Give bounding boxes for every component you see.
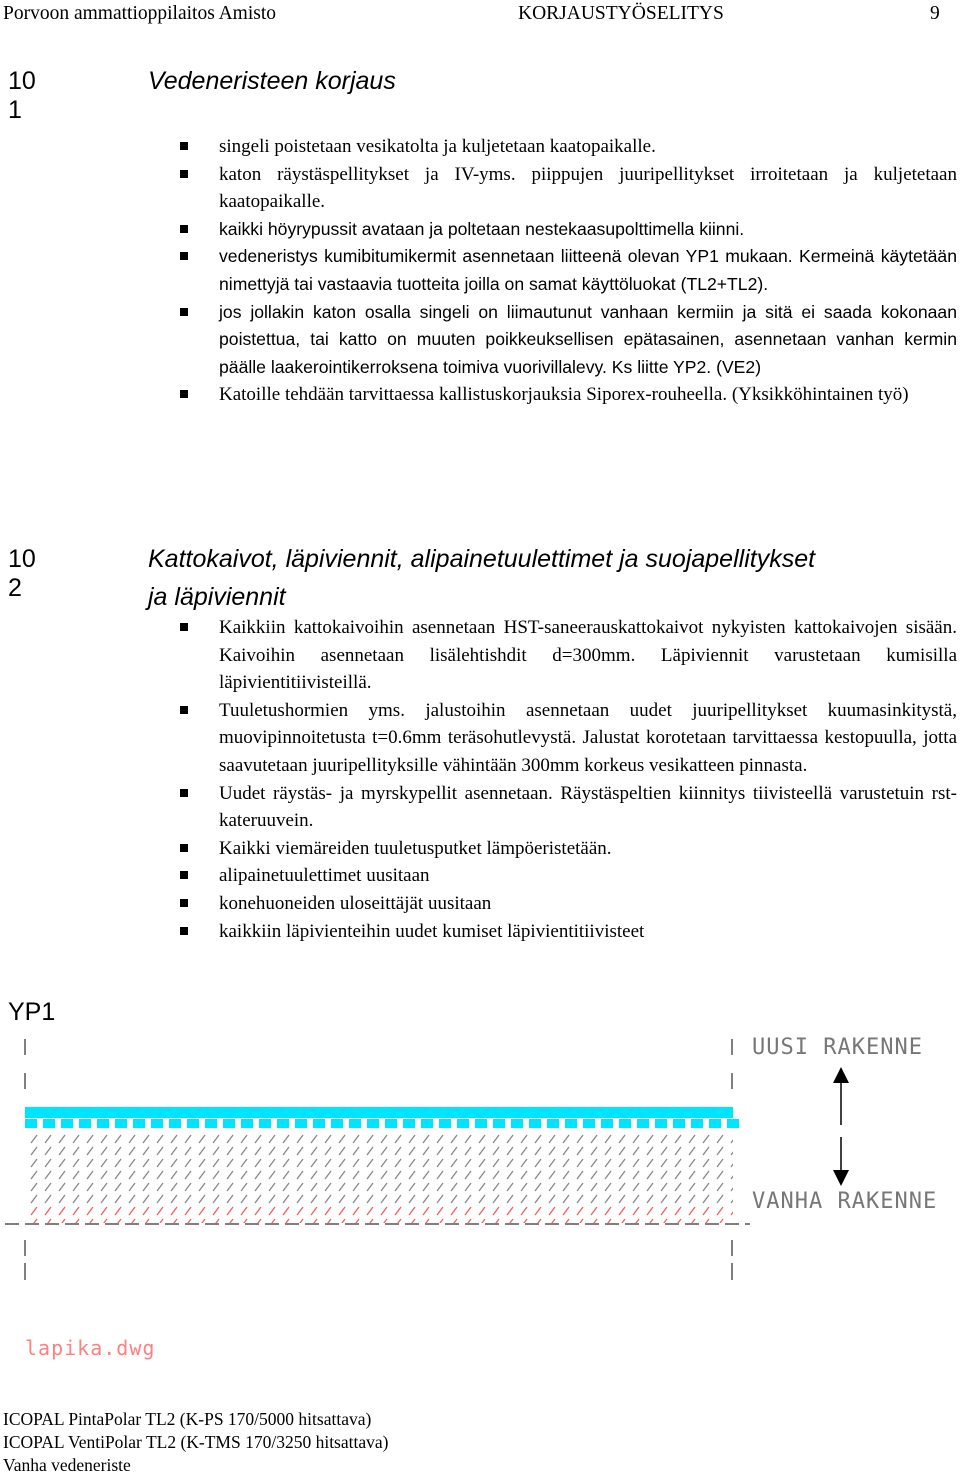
membrane-block bbox=[673, 1119, 685, 1128]
membrane-block bbox=[259, 1119, 271, 1128]
membrane-block bbox=[691, 1119, 703, 1128]
roof-section-drawing bbox=[0, 1025, 960, 1365]
list-item-text: kaikki höyrypussit avataan ja poltetaan nestekaasupolttimella kiinni. bbox=[219, 218, 745, 239]
membrane-block bbox=[295, 1119, 307, 1128]
new-membrane-layers bbox=[25, 1107, 739, 1128]
membrane-block bbox=[241, 1119, 253, 1128]
old-membrane-hatch bbox=[25, 1133, 733, 1207]
membrane-block bbox=[43, 1119, 55, 1128]
membrane-block bbox=[619, 1119, 631, 1128]
list-item bbox=[0, 299, 960, 382]
membrane-block bbox=[601, 1119, 613, 1128]
bullet-icon bbox=[180, 623, 188, 631]
membrane-block bbox=[493, 1119, 505, 1128]
bullet-icon bbox=[180, 170, 188, 178]
section2-list bbox=[0, 614, 960, 945]
list-item-text: jos jollakin katon osalla singeli on liimautunut vanhaan kermiin ja sitä ei saada kokonaan poistettua, tai katto on muuten poikkeuksellisen epätasainen, asennetaan vanhan kermin päälle laakerointikerroksena toimiva vuorivillalevy. Ks liitte YP2. (VE2) bbox=[219, 301, 957, 377]
list-item bbox=[0, 835, 960, 863]
bullet-icon bbox=[180, 844, 188, 852]
membrane-block bbox=[205, 1119, 217, 1128]
old-membrane-hatch-red bbox=[25, 1207, 733, 1223]
membrane-block bbox=[709, 1119, 721, 1128]
footer-line-3: Vanha vedeneriste bbox=[3, 1455, 131, 1475]
list-item bbox=[0, 862, 960, 890]
membrane-block bbox=[313, 1119, 325, 1128]
membrane-block bbox=[187, 1119, 199, 1128]
membrane-block bbox=[133, 1119, 145, 1128]
bullet-icon bbox=[180, 308, 188, 316]
membrane-block bbox=[583, 1119, 595, 1128]
section1-list bbox=[0, 133, 960, 409]
list-item-text: vedeneristys kumibitumikermit asennetaan liitteenä olevan YP1 mukaan. Kermeinä käytetään nimettyjä tai vastaavia tuotteita joilla on samat käyttöluokat (TL2+TL2). bbox=[219, 246, 957, 294]
old-structure-label: VANHA RAKENNE bbox=[752, 1189, 938, 1214]
bullet-icon bbox=[180, 789, 188, 797]
membrane-block bbox=[169, 1119, 181, 1128]
list-item bbox=[0, 890, 960, 918]
list-item bbox=[0, 133, 960, 161]
bullet-icon bbox=[180, 390, 188, 398]
list-item-text: kaikkiin läpivienteihin uudet kumiset läpivientitiivisteet bbox=[219, 920, 645, 942]
membrane-block bbox=[637, 1119, 649, 1128]
header-school: Porvoon ammattioppilaitos Amisto bbox=[3, 3, 276, 24]
membrane-block bbox=[61, 1119, 73, 1128]
membrane-block bbox=[349, 1119, 361, 1128]
arrow-down-icon bbox=[833, 1137, 849, 1186]
membrane-block bbox=[367, 1119, 379, 1128]
list-item bbox=[0, 381, 960, 409]
list-item-text: alipainetuulettimet uusitaan bbox=[219, 865, 430, 887]
membrane-block bbox=[385, 1119, 397, 1128]
list-item bbox=[0, 243, 960, 298]
membrane-block bbox=[331, 1119, 343, 1128]
list-item-text: konehuoneiden uloseittäjät uusitaan bbox=[219, 892, 492, 914]
list-item-text: Uudet räystäs- ja myrskypellit asennetaan. Räystäspeltien kiinnitys tiivisteellä varustetuin rst-kateruuvein. bbox=[219, 782, 957, 832]
section2-number: 10 2 bbox=[8, 545, 36, 602]
list-item-text: Katoille tehdään tarvittaessa kallistuskorjauksia Siporex-rouheella. (Yksikköhintainen työ) bbox=[219, 384, 909, 406]
membrane-block bbox=[97, 1119, 109, 1128]
list-item bbox=[0, 918, 960, 946]
section2-title-line2: ja läpiviennit bbox=[148, 583, 286, 611]
list-item bbox=[0, 697, 960, 780]
header-document-title: KORJAUSTYÖSELITYS bbox=[518, 3, 724, 24]
membrane-block bbox=[655, 1119, 667, 1128]
membrane-block bbox=[79, 1119, 91, 1128]
list-item-text: Kaikki viemäreiden tuuletusputket lämpöeristetään. bbox=[219, 837, 612, 859]
list-item-text: Kaikkiin kattokaivoihin asennetaan HST-saneerauskattokaivot nykyisten kattokaivojen sisään. Kaivoihin asennetaan lisälehtishdit d=300mm. Läpiviennit varustetaan kumisilla läpivientitiivisteillä. bbox=[219, 617, 957, 694]
membrane-block bbox=[565, 1119, 577, 1128]
membrane-block bbox=[439, 1119, 451, 1128]
file-name-label: lapika.dwg bbox=[25, 1336, 156, 1360]
bullet-icon bbox=[180, 706, 188, 714]
bullet-icon bbox=[180, 899, 188, 907]
membrane-block bbox=[403, 1119, 415, 1128]
section1-number: 10 1 bbox=[8, 67, 36, 124]
list-item-text: singeli poistetaan vesikatolta ja kuljetetaan kaatopaikalle. bbox=[219, 136, 656, 157]
membrane-block bbox=[547, 1119, 559, 1128]
arrow-up-icon bbox=[833, 1067, 849, 1125]
list-item-text: Tuuletushormien yms. jalustoihin asennetaan uudet juuripellitykset kuumasinkitystä, muovipinnoitetusta t=0.6mm teräsohutlevystä. Jalustat korotetaan tarvittaessa kestopuulla, jotta saavutetaan juuripellityksille vähintään 300mm korkeus vesikatteen pinnasta. bbox=[219, 699, 957, 776]
bullet-icon bbox=[180, 871, 188, 879]
list-item-text: katon räystäspellitykset ja IV-yms. piippujen juuripellitykset irroitetaan ja kuljetetaan kaatopaikalle. bbox=[219, 163, 957, 213]
footer-line-1: ICOPAL PintaPolar TL2 (K-PS 170/5000 hitsattava) bbox=[3, 1409, 372, 1429]
page-number: 9 bbox=[930, 3, 940, 24]
membrane-block bbox=[277, 1119, 289, 1128]
membrane-block bbox=[529, 1119, 541, 1128]
membrane-block bbox=[475, 1119, 487, 1128]
section1-title: Vedeneristeen korjaus bbox=[148, 67, 396, 95]
list-item bbox=[0, 780, 960, 835]
footer-line-2: ICOPAL VentiPolar TL2 (K-TMS 170/3250 hitsattava) bbox=[3, 1432, 389, 1452]
bullet-icon bbox=[180, 225, 188, 233]
membrane-block bbox=[115, 1119, 127, 1128]
membrane-block bbox=[457, 1119, 469, 1128]
bullet-icon bbox=[180, 252, 188, 260]
membrane-block bbox=[25, 1119, 37, 1128]
bullet-icon bbox=[180, 927, 188, 935]
membrane-block bbox=[223, 1119, 235, 1128]
new-structure-label: UUSI RAKENNE bbox=[752, 1035, 923, 1060]
membrane-block bbox=[151, 1119, 163, 1128]
membrane-block bbox=[511, 1119, 523, 1128]
membrane-block bbox=[727, 1119, 739, 1128]
list-item bbox=[0, 216, 960, 244]
membrane-block bbox=[421, 1119, 433, 1128]
list-item bbox=[0, 161, 960, 216]
drawing-label: YP1 bbox=[8, 998, 56, 1026]
bullet-icon bbox=[180, 142, 188, 150]
list-item bbox=[0, 614, 960, 697]
section2-title-line1: Kattokaivot, läpiviennit, alipainetuulettimet ja suojapellitykset bbox=[148, 545, 816, 573]
